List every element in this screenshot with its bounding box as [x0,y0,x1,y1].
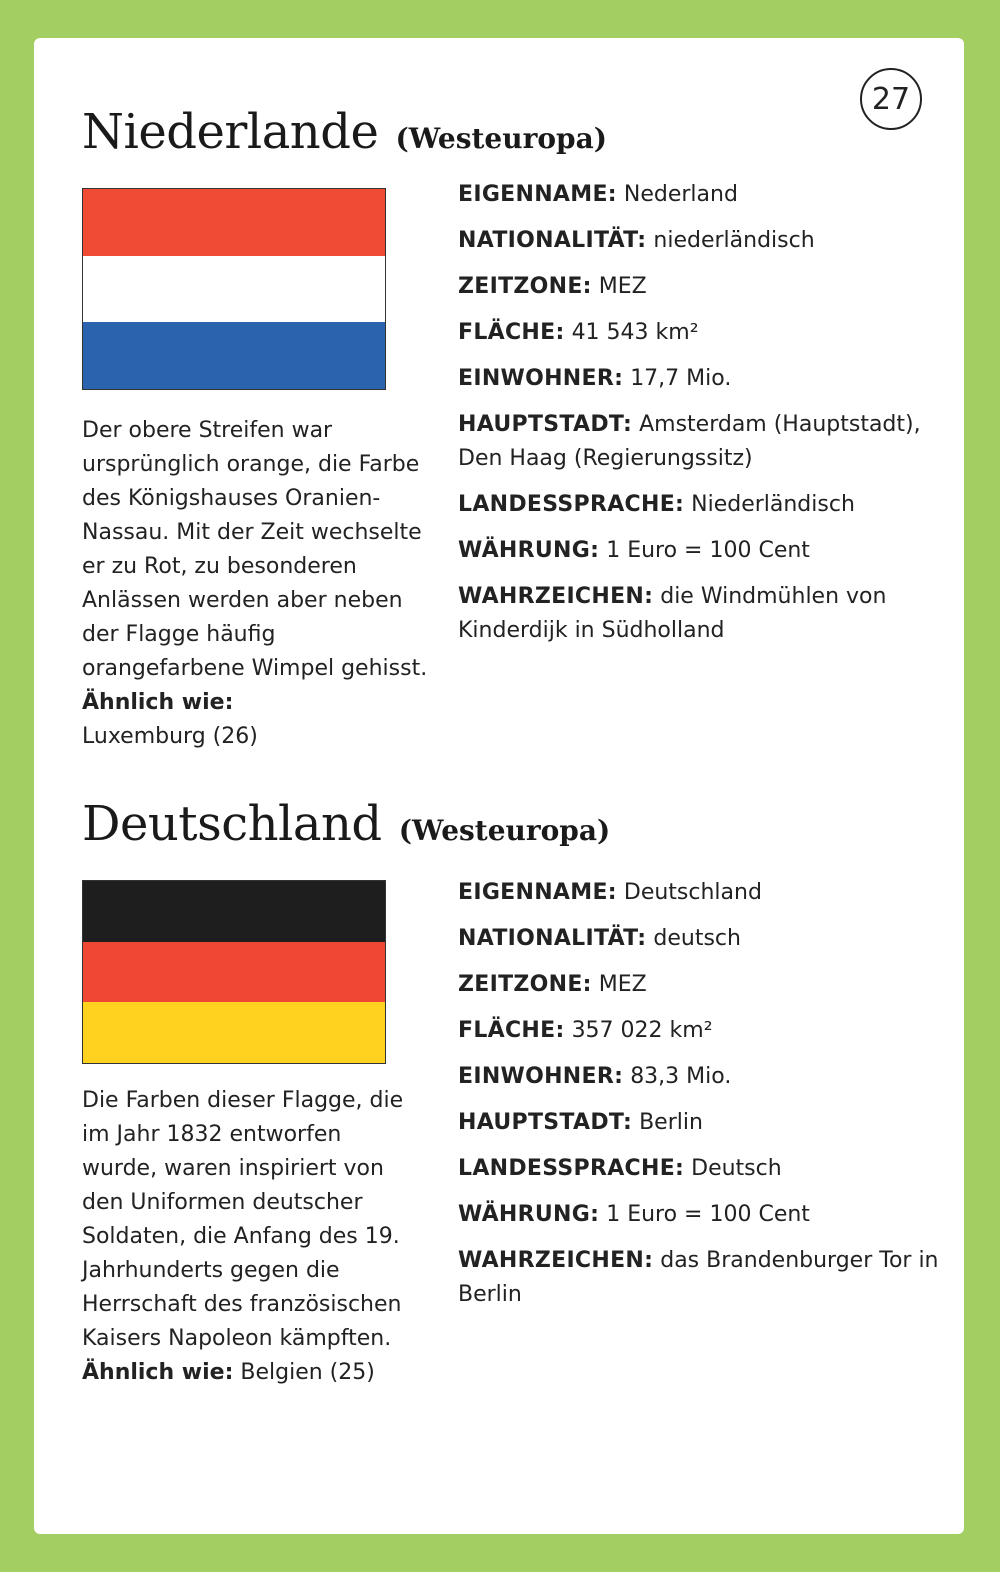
fact-value: das Brandenburger Tor in Berlin [458,1248,939,1307]
description-text: Die Farben dieser Flagge, die im Jahr 1832 entworfen wurde, waren inspiriert von den Uniformen deutscher Soldaten, die Anfang des 19. Jahrhunderts gegen die Herrschaft des französischen Kaisers Napoleon kämpften. [82,1088,404,1351]
fact-key: HAUPTSTADT: [458,1110,633,1135]
description-text: Der obere Streifen war ursprünglich orange, die Farbe des Königshauses Oranien-Nassau. Mit der Zeit wechselte er zu Rot, zu besonderen Anlässen werden aber neben der Flagge häufig orangefarbene Wimpel gehisst. [82,418,428,681]
fact-value: die Windmühlen von Kinderdijk in Südholland [458,584,887,643]
fact-zeitzone [458,968,958,1002]
fact-key: EINWOHNER: [458,366,624,391]
flag-stripe-black [83,881,385,942]
fact-nationalitaet [458,922,958,956]
fact-key: ZEITZONE: [458,274,592,299]
flag-stripe-white [83,256,385,323]
fact-key: FLÄCHE: [458,320,565,345]
fact-key: LANDESSPRACHE: [458,492,685,517]
fact-value: Deutsch [691,1156,782,1181]
fact-flaeche [458,316,958,350]
fact-key: EIGENNAME: [458,182,617,207]
flag-germany [82,880,386,1064]
fact-hauptstadt [458,408,958,476]
fact-key: WAHRZEICHEN: [458,584,654,609]
flag-stripe-red [83,189,385,256]
fact-einwohner [458,1060,958,1094]
flag-stripe-gold [83,1002,385,1063]
fact-landessprache [458,488,958,522]
fact-wahrzeichen [458,580,958,648]
fact-wahrzeichen [458,1244,958,1312]
country-region: (Westeuropa) [398,814,611,847]
fact-flaeche [458,1014,958,1048]
fact-value: 357 022 km² [571,1018,713,1043]
fact-value: Deutschland [623,880,762,905]
fact-value: 17,7 Mio. [630,366,732,391]
fact-value: 1 Euro = 100 Cent [606,1202,810,1227]
fact-key: HAUPTSTADT: [458,412,633,437]
country-title [82,796,962,852]
fact-value: niederländisch [653,228,815,253]
fact-key: WAHRZEICHEN: [458,1248,654,1273]
flag-stripe-red [83,942,385,1003]
fact-value: Nederland [623,182,738,207]
fact-value: Amsterdam (Hauptstadt), Den Haag (Regierungssitz) [458,412,921,471]
fact-eigenname [458,876,958,910]
fact-value: deutsch [653,926,741,951]
country-title [82,104,962,160]
fact-waehrung [458,1198,958,1232]
fact-value: Niederländisch [691,492,855,517]
fact-key: NATIONALITÄT: [458,228,647,253]
fact-einwohner [458,362,958,396]
fact-nationalitaet [458,224,958,258]
fact-value: Berlin [639,1110,703,1135]
fact-key: WÄHRUNG: [458,1202,600,1227]
country-region: (Westeuropa) [395,122,607,155]
similar-label: Ähnlich wie: [82,1360,234,1385]
fact-value: 41 543 km² [571,320,699,345]
fact-value: MEZ [598,972,647,997]
fact-landessprache [458,1152,958,1186]
fact-waehrung [458,534,958,568]
fact-eigenname [458,178,958,212]
flag-netherlands [82,188,386,390]
fact-list [458,876,958,1324]
flag-description [82,414,442,754]
similar-label: Ähnlich wie: [82,690,234,715]
fact-key: WÄHRUNG: [458,538,600,563]
fact-list [458,178,958,660]
similar-value: Belgien (25) [240,1360,375,1385]
page-number: 27 [860,68,922,130]
fact-key: NATIONALITÄT: [458,926,647,951]
fact-key: ZEITZONE: [458,972,592,997]
flag-stripe-blue [83,322,385,389]
flag-description [82,1084,422,1390]
fact-key: EINWOHNER: [458,1064,624,1089]
fact-zeitzone [458,270,958,304]
fact-key: FLÄCHE: [458,1018,565,1043]
country-name: Niederlande [82,104,379,160]
fact-key: EIGENNAME: [458,880,617,905]
fact-value: 1 Euro = 100 Cent [606,538,810,563]
country-section-deutschland [82,796,962,1480]
fact-value: MEZ [598,274,647,299]
country-section-niederlande [82,104,962,768]
fact-key: LANDESSPRACHE: [458,1156,685,1181]
similar-value: Luxemburg (26) [82,724,258,749]
fact-value: 83,3 Mio. [630,1064,732,1089]
country-name: Deutschland [82,796,382,852]
fact-hauptstadt [458,1106,958,1140]
